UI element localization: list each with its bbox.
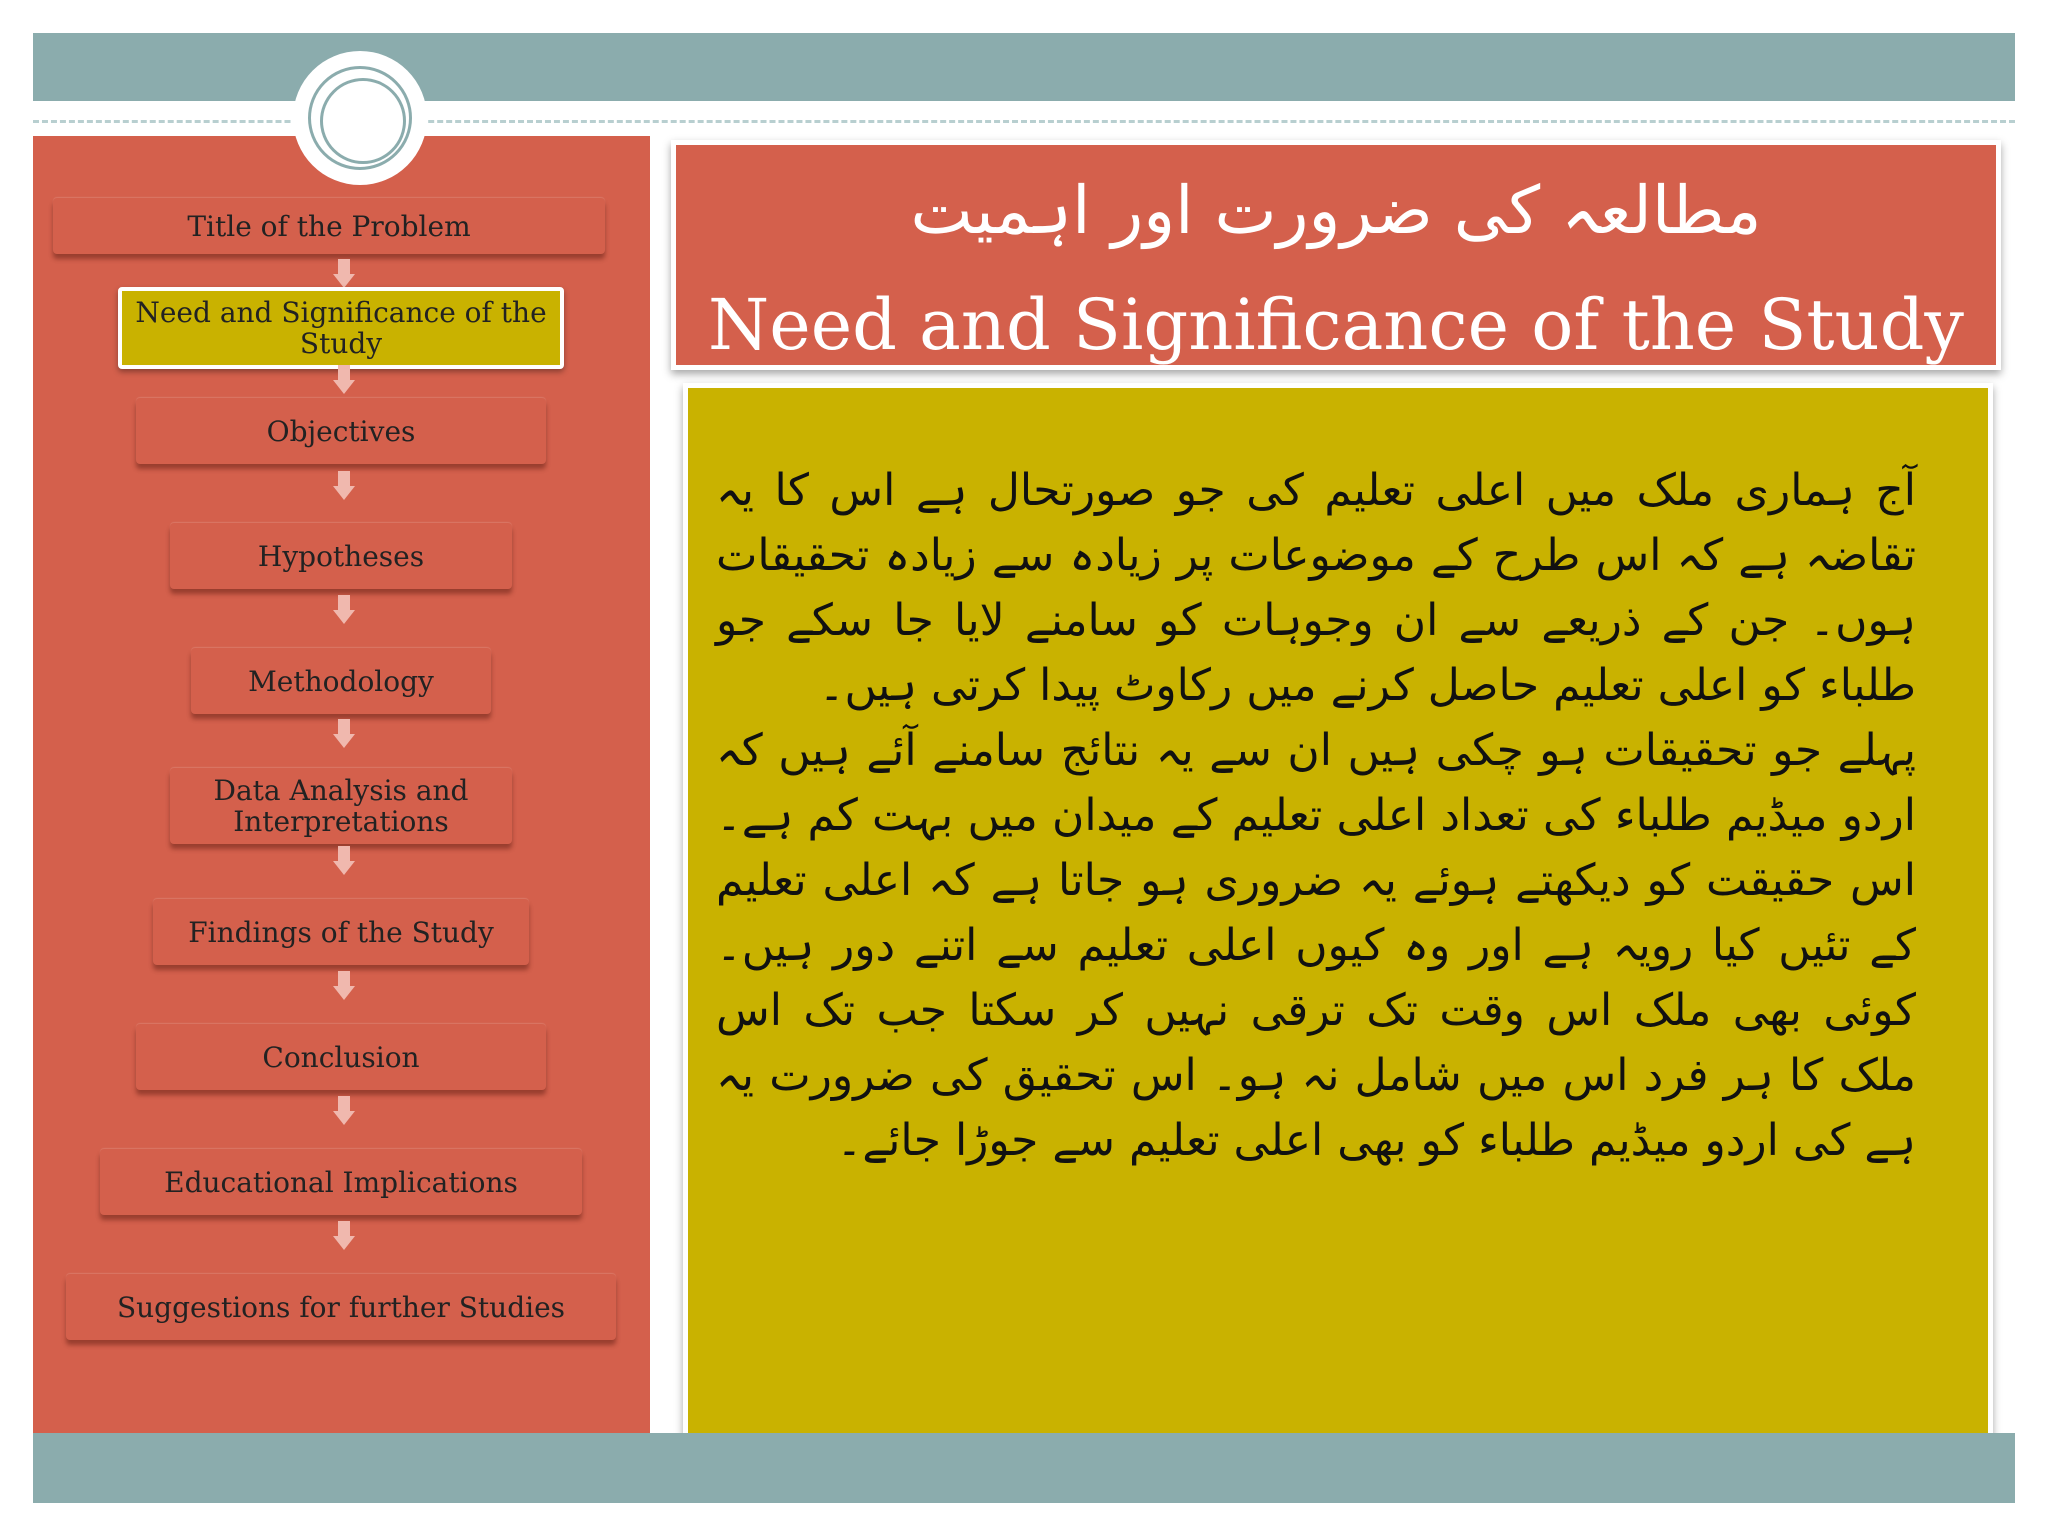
down-arrow-icon xyxy=(333,595,355,625)
flow-step-label: Title of the Problem xyxy=(187,209,471,243)
flow-step-conclusion[interactable] xyxy=(136,1024,546,1090)
down-arrow-icon xyxy=(333,719,355,749)
flow-step-suggestions[interactable] xyxy=(66,1274,616,1340)
flow-panel xyxy=(33,136,650,1433)
flow-step-label: Methodology xyxy=(248,664,434,698)
flow-step-label: Hypotheses xyxy=(257,539,425,573)
down-arrow-icon xyxy=(333,846,355,876)
down-arrow-icon xyxy=(333,1221,355,1251)
title-english: Need and Significance of the Study xyxy=(708,284,1964,366)
down-arrow-icon xyxy=(333,1096,355,1126)
flow-step-educational-implications[interactable] xyxy=(100,1149,582,1215)
flow-step-label: Findings of the Study xyxy=(188,915,494,949)
flow-step-data-analysis[interactable] xyxy=(170,768,512,844)
bottom-band xyxy=(33,1433,2015,1503)
slide xyxy=(33,33,2015,1503)
flow-step-hypotheses[interactable] xyxy=(170,523,512,589)
flow-step-label: Educational Implications xyxy=(164,1165,518,1199)
medallion-icon xyxy=(293,51,427,185)
content-panel xyxy=(683,383,1993,1438)
flow-step-need-significance[interactable] xyxy=(118,287,564,369)
flow-step-methodology[interactable] xyxy=(191,648,491,714)
flow-step-findings[interactable] xyxy=(153,899,529,965)
flow-step-label: Data Analysis and Interpretations xyxy=(213,774,469,838)
flow-step-title-of-problem[interactable] xyxy=(53,198,605,254)
down-arrow-icon xyxy=(333,365,355,395)
down-arrow-icon xyxy=(333,259,355,289)
title-urdu: مطالعہ کی ضرورت اور اہمیت xyxy=(910,172,1762,249)
flow-step-label: Conclusion xyxy=(262,1040,420,1074)
slide-title xyxy=(671,140,2001,370)
body-text xyxy=(716,458,1916,1173)
flow-step-objectives[interactable] xyxy=(136,398,546,464)
body-paragraph-2: پہلے جو تحقیقات ہو چکی ہیں ان سے یہ نتائج سامنے آئے ہیں کہ اردو میڈیم طلباء کی تعداد اعلی تعلیم کے میدان میں بہت کم ہے۔ اس حقیقت کو دیکھتے ہوئے یہ ضروری ہو جاتا ہے کہ اعلی تعلیم کے تئیں کیا رویہ ہے اور وہ کیوں اعلی تعلیم سے اتنے دور ہیں۔ کوئی بھی ملک اس وقت تک ترقی نہیں کر سکتا جب تک اس ملک کا ہر فرد اس میں شامل نہ ہو۔ اس تحقیق کی ضرورت یہ ہے کی اردو میڈیم طلباء کو بھی اعلی تعلیم سے جوڑا جائے۔ xyxy=(716,725,1916,1166)
down-arrow-icon xyxy=(333,471,355,501)
flow-step-label: Suggestions for further Studies xyxy=(116,1290,566,1324)
body-paragraph-1: آج ہماری ملک میں اعلی تعلیم کی جو صورتحال ہے اس کا یہ تقاضہ ہے کہ اس طرح کے موضوعات پر زیادہ سے زیادہ تحقیقات ہوں۔ جن کے ذریعے سے ان وجوہات کو سامنے لایا جا سکے جو طلباء کو اعلی تعلیم حاصل کرنے میں رکاوٹ پیدا کرتی ہیں۔ xyxy=(716,465,1916,711)
down-arrow-icon xyxy=(333,971,355,1001)
flow-step-label: Objectives xyxy=(266,414,416,448)
flow-step-label: Need and Significance of the Study xyxy=(135,296,547,360)
